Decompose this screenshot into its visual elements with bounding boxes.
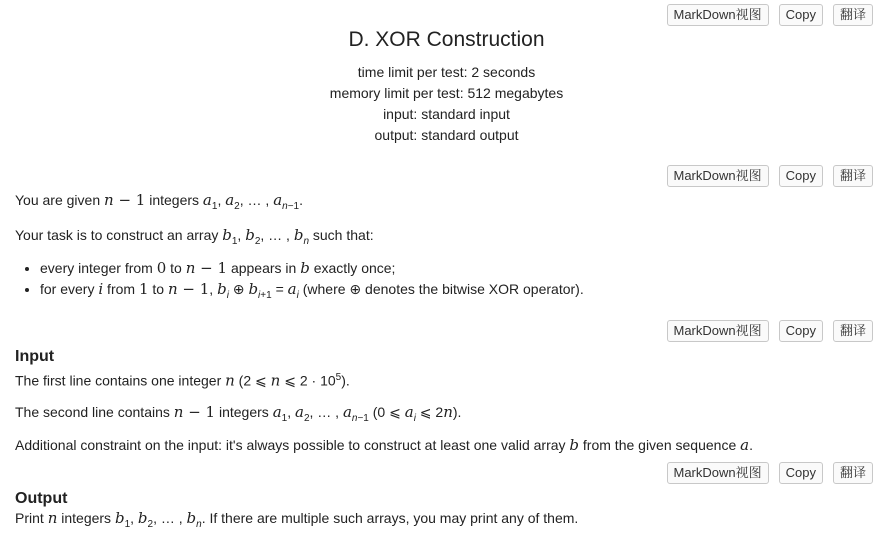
- statement-toolbar: [667, 165, 874, 187]
- list-item: • every integer from 0 to n − 1 appears in b exactly once;: [40, 258, 584, 279]
- translate-button[interactable]: 翻译: [833, 165, 873, 187]
- statement-paragraph-2: Your task is to construct an array $b_1$, $b_2$, … , $b_n$ such that:: [15, 226, 374, 247]
- input-line-1: The first line contains one integer n (2 ⩽ n ⩽ $2 \cdot 10^5$).: [15, 371, 350, 390]
- condition-list: [24, 258, 584, 306]
- input-file: input: standard input: [383, 106, 510, 122]
- copy-button[interactable]: Copy: [779, 320, 823, 342]
- translate-button[interactable]: 翻译: [833, 462, 873, 484]
- output-heading: Output: [15, 490, 68, 507]
- copy-button[interactable]: Copy: [779, 4, 823, 26]
- input-line-2: The second line contains n − 1 integers $a_1$, $a_2$, … , $a_{n-1}$ (0 ⩽ $a_i$ ⩽ 2n).: [15, 403, 462, 424]
- input-line-3: Additional constraint on the input: it's always possible to construct at least one valid array b from the given sequence a.: [15, 436, 753, 454]
- problem-header: [0, 28, 893, 146]
- problem-title: D. XOR Construction: [348, 28, 545, 51]
- markdown-view-button[interactable]: MarkDown视图: [667, 165, 769, 187]
- copy-button[interactable]: Copy: [779, 165, 823, 187]
- statement-paragraph-1: You are given n − 1 integers $a_1$, $a_2$, … , $a_{n-1}$.: [15, 191, 303, 212]
- markdown-view-button[interactable]: MarkDown视图: [667, 462, 769, 484]
- header-toolbar: [667, 4, 874, 26]
- translate-button[interactable]: 翻译: [833, 320, 873, 342]
- markdown-view-button[interactable]: MarkDown视图: [667, 320, 769, 342]
- list-item: • for every i from 1 to n − 1, $b_i$ ⊕ $b_{i+1} = a_i$ (where ⊕ denotes the bitwise XOR operator).: [40, 279, 584, 306]
- time-limit: time limit per test: 2 seconds: [357, 64, 536, 80]
- translate-button[interactable]: 翻译: [833, 4, 873, 26]
- input-heading: Input: [15, 348, 55, 365]
- memory-limit: memory limit per test: 512 megabytes: [329, 85, 564, 101]
- output-line-1: Print n integers $b_1$, $b_2$, … , $b_n$. If there are multiple such arrays, you may print any of them.: [15, 509, 579, 530]
- copy-button[interactable]: Copy: [779, 462, 823, 484]
- output-file: output: standard output: [374, 127, 519, 143]
- markdown-view-button[interactable]: MarkDown视图: [667, 4, 769, 26]
- input-toolbar: [667, 320, 874, 342]
- output-toolbar: [667, 462, 874, 484]
